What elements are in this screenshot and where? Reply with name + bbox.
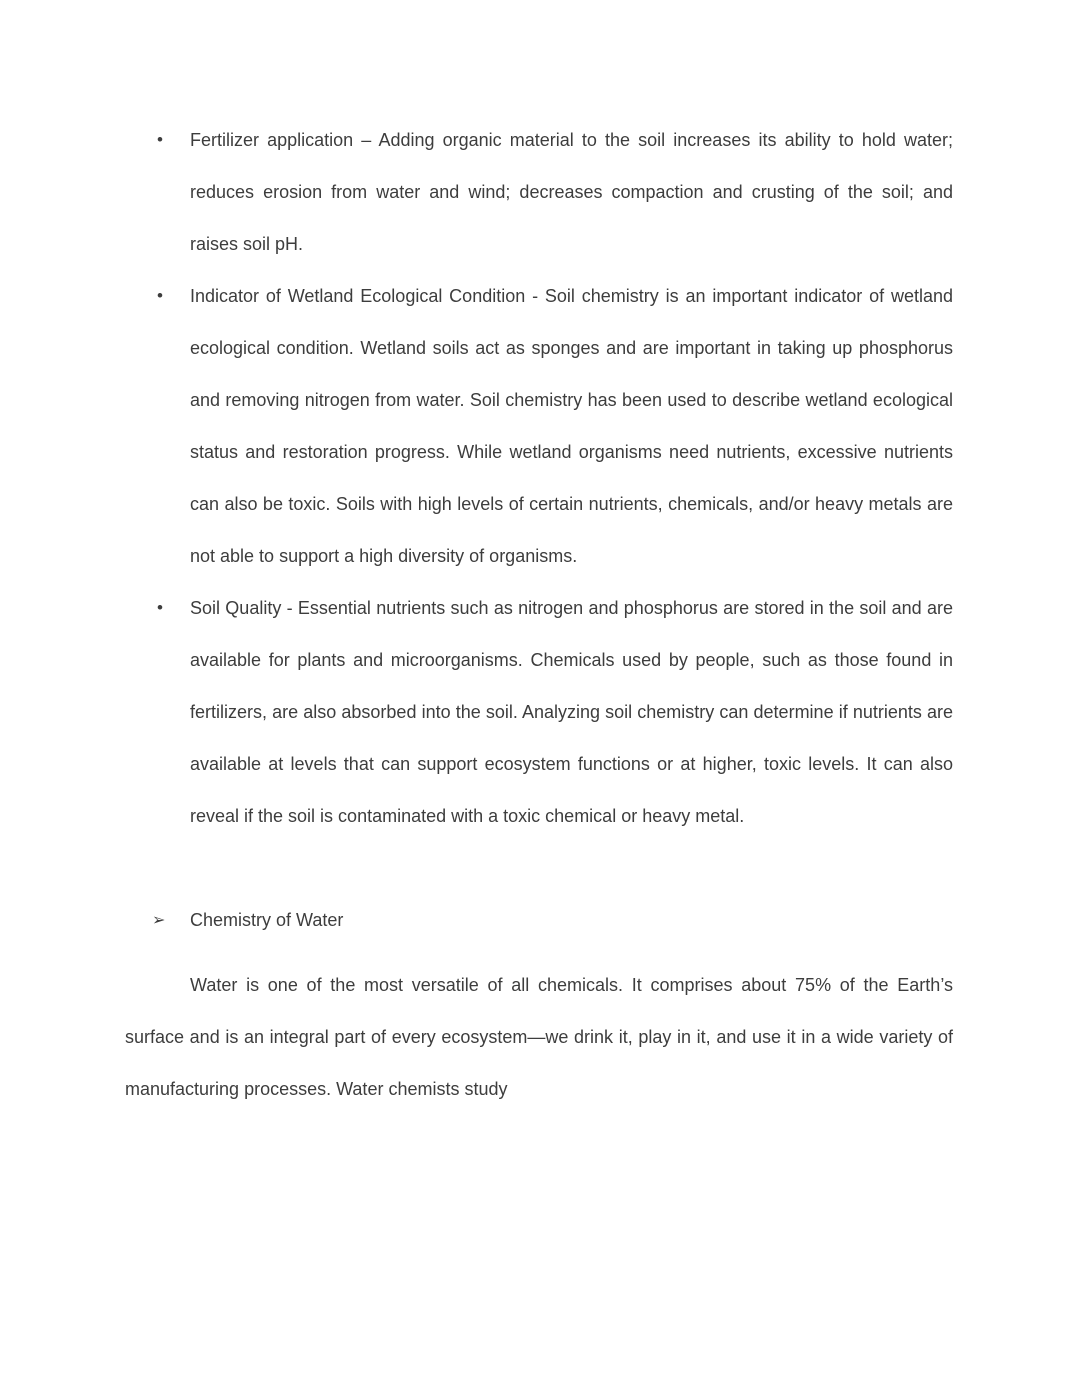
body-paragraph: Water is one of the most versatile of all chemicals. It comprises about 75% of the Earth’s surface and is an integral part of every ecosystem—we drink it, play in it, and use it in a wide variety of manufacturing processes. Water chemists study <box>125 975 953 1099</box>
bullet-text-soil-quality: Soil Quality - Essential nutrients such as nitrogen and phosphorus are stored in the soil and are available for plants and microorganisms. Chemicals used by people, such as those found in fertilizers, are also absorbed into the soil. Analyzing soil chemistry can determine if nutrients are available at levels that can support ecosystem functions or at higher, toxic levels. It can also reveal if the soil is contaminated with a toxic chemical or heavy metal. <box>190 598 953 826</box>
bullet-icon: • <box>157 130 163 149</box>
bullet-icon: • <box>157 598 163 617</box>
bullet-text-wetland-indicator: Indicator of Wetland Ecological Condition - Soil chemistry is an important indicator of wetland ecological condition. Wetland soils act as sponges and are important in taking up phosphorus and removing nitrogen from water. Soil chemistry has been used to describe wetland ecological status and restoration progress. While wetland organisms need nutrients, excessive nutrients can also be toxic. Soils with high levels of certain nutrients, chemicals, and/or heavy metals are not able to support a high diversity of organisms. <box>190 286 953 566</box>
bullet-item <box>125 582 953 842</box>
bullet-item <box>125 114 953 270</box>
bullet-icon: • <box>157 286 163 305</box>
section-heading <box>125 894 953 946</box>
arrow-bullet-icon: ➢ <box>152 912 166 929</box>
section-heading-text: Chemistry of Water <box>190 910 344 930</box>
bullet-text-fertilizer-application: Fertilizer application – Adding organic material to the soil increases its ability to hold water; reduces erosion from water and wind; decreases compaction and crusting of the soil; and raises soil pH. <box>190 130 953 254</box>
bullet-item <box>125 270 953 582</box>
